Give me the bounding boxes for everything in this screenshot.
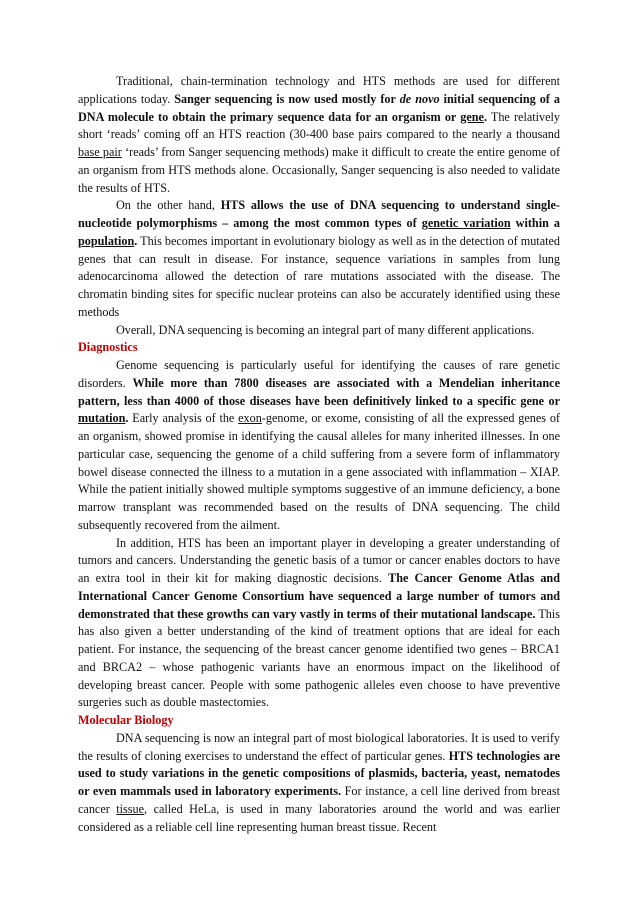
text-run: HTS allows the use of DNA sequencing to understand single-nucleotide polymorphisms – among the most common types of — [78, 198, 560, 230]
text-run: . — [134, 233, 138, 248]
paragraph — [78, 73, 560, 197]
linked-term: genetic variation — [421, 216, 511, 230]
text-run: Overall, DNA sequencing is becoming an integral part of many different applications. — [116, 322, 535, 337]
text-run: This has also given a better understanding of the kind of treatment options that are ideal for each patient. For instance, the sequencing of the breast cancer genome identified two genes – BRCA1 and BRCA2 – whose pathogenic variants have an enormous impact on the likelihood of developing breast cancer. People with some pathogenic alleles even choose to have preventive surgeries such as double mastectomies. — [78, 606, 560, 710]
linked-term: mutation — [78, 411, 126, 426]
paragraph — [78, 322, 560, 340]
text-run: For instance, a cell line derived from breast cancer — [78, 784, 560, 816]
text-run: , called HeLa, is used in many laboratories around the world and was earlier considered as a reliable cell line representing human breast tissue. Recent — [78, 801, 560, 834]
text-run: On the other hand, — [116, 198, 221, 213]
section-heading-molecular-biology: Molecular Biology — [78, 713, 174, 727]
text-run: . — [125, 411, 129, 426]
text-run: -genome, or exome, consisting of all the expressed genes of an organism, showed promise in identifying the causal alleles for many inherited illnesses. In one particular case, sequencing the genome of a child suffering from a severe form of inflammatory bowel disease connected the illness to a mutation in a gene associated with inflammation – XIAP. While the patient initially showed multiple symptoms suggestive of an immune deficiency, a bone marrow transplant was recommended based on the results of DNA sequencing. The child subsequently recovered from the ailment. — [78, 411, 560, 532]
text-run: The Cancer Genome Atlas and International Cancer Genome Consortium have sequenced a large number of tumors and demonstrated that these growths can vary vastly in terms of their mutational landscape. — [78, 571, 560, 621]
text-run: Early analysis of the — [128, 411, 239, 426]
text-run: . — [483, 109, 487, 124]
text-run: ‘reads’ from Sanger sequencing methods) make it difficult to create the entire genome of an organism from HTS methods alone. Occasionally, Sanger sequencing is also needed to validate the results of HTS. — [78, 145, 561, 195]
text-run: HTS technologies are used to study variations in the genetic compositions of plasmids, bacteria, yeast, nematodes or even mammals used in laboratory experiments. — [78, 748, 561, 798]
linked-term: tissue — [116, 801, 145, 816]
text-run: Sanger sequencing is now used mostly for — [174, 91, 400, 106]
text-run: While more than 7800 diseases are associated with a Mendelian inheritance pattern, less than 4000 of those diseases have been definitively linked to a specific gene or — [78, 375, 561, 408]
text-run: Traditional, chain-termination technology and HTS methods are used for different applications today. — [78, 74, 560, 106]
linked-term: exon — [238, 411, 262, 426]
text-run: This becomes important in evolutionary biology as well as in the detection of mutated genes that can result in disease. For instance, sequence variations in samples from lung adenocarcinoma allowed the detection of rare mutations associated with the disease. The chromatin binding sites for specific nuclear proteins can also be accurately identified using these methods — [78, 233, 560, 319]
paragraph — [78, 357, 560, 535]
text-run: DNA sequencing is now an integral part of most biological laboratories. It is used to verify the results of cloning exercises to understand the effect of particular genes. — [78, 730, 560, 763]
text-run: initial sequencing of a DNA molecule to obtain the primary sequence data for an organism or — [78, 91, 560, 124]
text-run: within a — [510, 216, 560, 230]
text-run: In addition, HTS has been an important player in developing a greater understanding of tumors and cancers. Understanding the genetic basis of a tumor or cancer enables doctors to have an extra tool in their kit for making diagnostic decisions. — [78, 535, 560, 585]
document-page — [78, 73, 560, 836]
paragraph — [78, 535, 560, 713]
linked-term: base pair — [78, 145, 122, 159]
text-run: Genome sequencing is particularly useful for identifying the causes of rare genetic disorders. — [78, 358, 560, 390]
linked-term: population — [78, 233, 135, 248]
paragraph — [78, 197, 560, 321]
section-heading-diagnostics: Diagnostics — [78, 340, 138, 355]
paragraph — [78, 730, 560, 837]
linked-term: gene — [460, 109, 484, 124]
text-run: The relatively short ‘reads’ coming off an HTS reaction (30-400 base pairs compared to the nearly a thousand — [78, 109, 560, 142]
text-run: de novo — [399, 91, 440, 106]
